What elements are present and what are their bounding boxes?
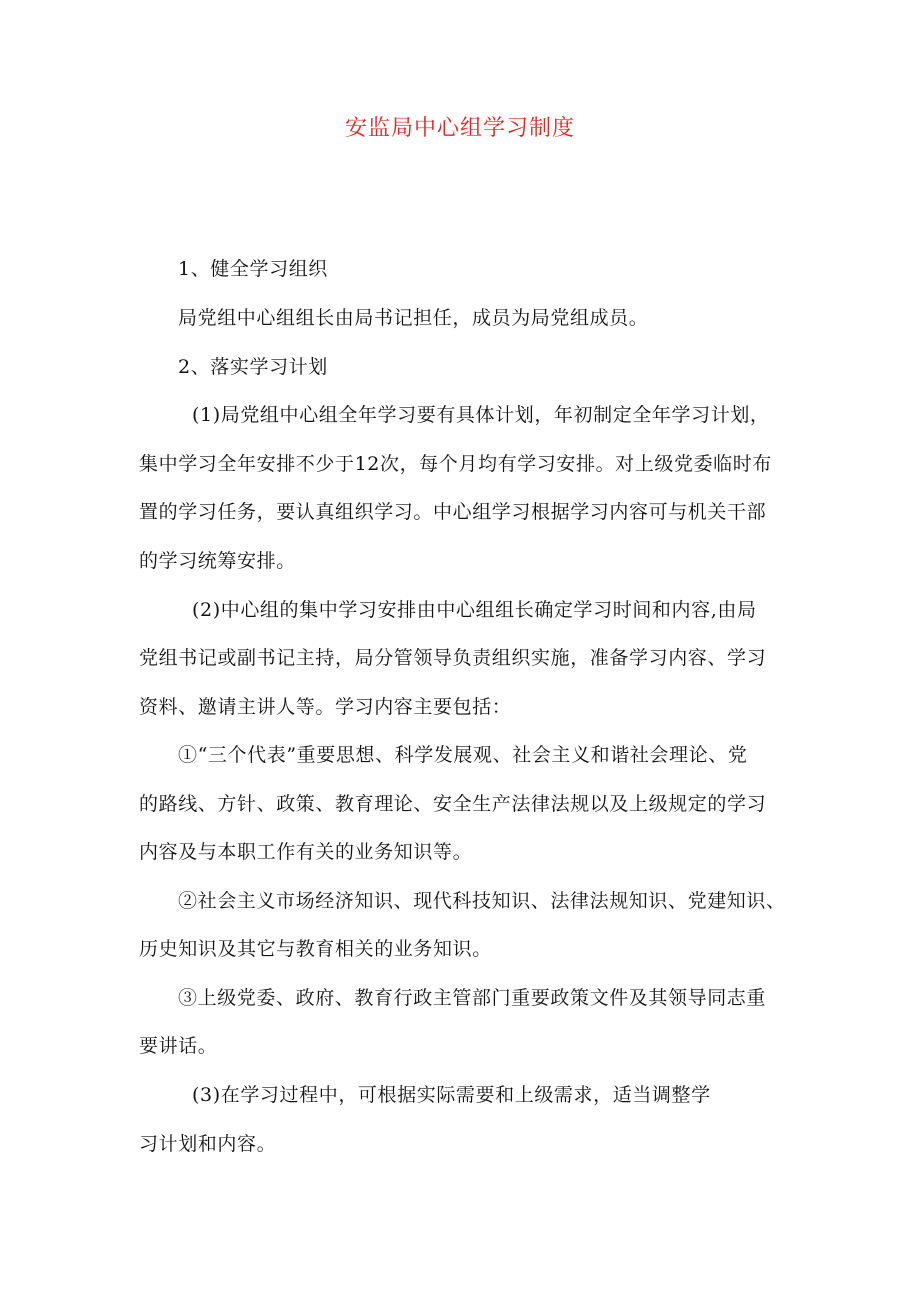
paragraph-line: (3)在学习过程中，可根据实际需要和上级需求，适当调整学: [192, 1084, 711, 1106]
paragraph-line: 内容及与本职工作有关的业务知识等。: [139, 841, 473, 863]
paragraph-line: 习计划和内容。: [139, 1133, 277, 1155]
paragraph-line: (2)中心组的集中学习安排由中心组组长确定学习时间和内容,由局: [192, 599, 757, 621]
paragraph-line: ②社会主义市场经济知识、现代科技知识、法律法规知识、党建知识、: [178, 890, 786, 912]
page-title: 安监局中心组学习制度: [344, 116, 575, 141]
paragraph-line: ③上级党委、政府、教育行政主管部门重要政策文件及其领导同志重: [178, 987, 767, 1009]
paragraph-line: 党组书记或副书记主持，局分管领导负责组织实施，准备学习内容、学习: [139, 647, 767, 669]
paragraph-line: 局党组中心组组长由局书记担任，成员为局党组成员。: [178, 307, 649, 329]
paragraph-line: 历史知识及其它与教育相关的业务知识。: [139, 938, 492, 960]
paragraph-line: 要讲话。: [139, 1035, 218, 1057]
paragraph-line: 资料、邀请主讲人等。学习内容主要包括：: [139, 696, 512, 718]
paragraph-line: 置的学习任务，要认真组织学习。中心组学习根据学习内容可与机关干部: [139, 501, 767, 523]
paragraph-line: (1)局党组中心组全年学习要有具体计划，年初制定全年学习计划，: [192, 404, 770, 426]
paragraph-line: 集中学习全年安排不少于12次，每个月均有学习安排。对上级党委临时布: [139, 453, 772, 475]
paragraph-line: ①“三个代表”重要思想、科学发展观、社会主义和谐社会理论、党: [178, 744, 748, 766]
heading-1: 1、健全学习组织: [178, 258, 328, 280]
paragraph-line: 的路线、方针、政策、教育理论、安全生产法律法规以及上级规定的学习: [139, 793, 767, 815]
paragraph-line: 的学习统筹安排。: [139, 550, 296, 572]
heading-2: 2、落实学习计划: [178, 356, 328, 378]
